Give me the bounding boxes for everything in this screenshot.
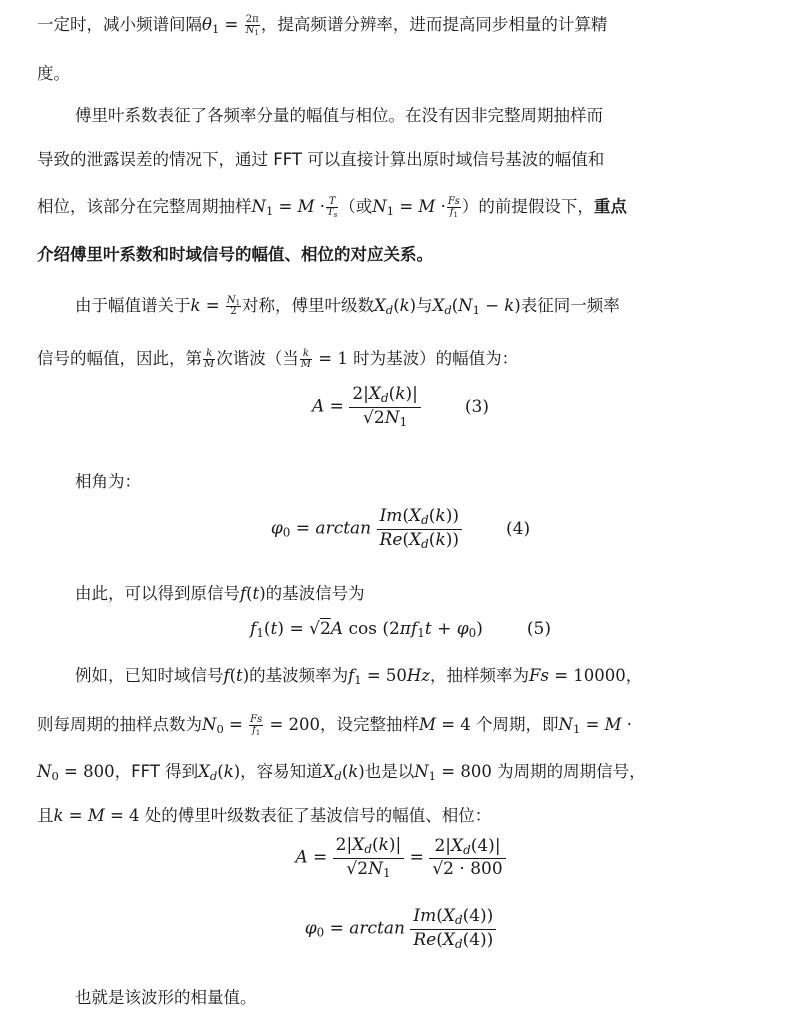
text-segment: （或 — [339, 197, 373, 216]
text-segment: 表征同一频率 — [520, 296, 620, 315]
text-segment: 处的傅里叶级数表征了基波信号的幅值、相位： — [139, 806, 492, 825]
text-line-7: 由于幅值谱关于k = $\frac{N_1}{2}$ 对称，傅里叶级数$X_d(k)$与$X_d(N_1 - k)$表征同一频率 — [75, 294, 620, 318]
text-line-5: 相位，该部分在完整周期抽样$N_1 = M$ · $\frac{T}{T_s}$ （或$N_1 = M$ · $\frac{Fs}{f_1}$ ）的前提假设下，重点 — [37, 195, 627, 219]
text-segment: ，抽样频率为 — [430, 666, 530, 685]
text-segment: 一定时，减小频谱间隔 — [37, 15, 202, 34]
text-segment: 则每周期的抽样点数为 — [37, 715, 202, 734]
text-segment: ， — [625, 666, 643, 685]
text-segment: 导致的泄露误差的情况下，通过 FFT 可以直接计算出原时域信号基波的幅值和 — [37, 150, 605, 169]
text-line-4 — [37, 148, 789, 172]
text-segment: ，FFT 得到 — [114, 762, 199, 781]
text-segment: 由于幅值谱关于 — [75, 296, 191, 315]
text-segment: 时为基波）的幅值为： — [347, 349, 519, 368]
text-segment: 相位，该部分在完整周期抽样 — [37, 197, 252, 216]
text-segment: 次谐波（当 — [216, 349, 299, 368]
equation-number: (4) — [506, 518, 531, 539]
text-segment: 由此，可以得到原信号 — [75, 584, 240, 603]
text-line-10: 由此，可以得到原信号f(t)的基波信号为 — [75, 584, 365, 603]
text-segment: 与 — [416, 296, 433, 315]
text-segment: 且 — [37, 806, 54, 825]
equation-5: $f_1(t) = √2A$ $\cos (2\pi f_1t + \varphi_0)$ (5) — [250, 619, 551, 640]
text-segment: 也就是该波形的相量值。 — [75, 988, 257, 1007]
text-segment: 信号的幅值，因此，第 — [37, 349, 202, 368]
text-segment: 也是以 — [364, 762, 415, 781]
text-line-15 — [75, 986, 789, 1010]
text-line-3 — [75, 104, 789, 128]
text-line-6 — [37, 243, 789, 267]
text-line-14: 且k = M = 4 处的傅里叶级数表征了基波信号的幅值、相位： — [37, 806, 492, 825]
text-line-12: 则每周期的抽样点数为$N_0$ = $\frac{Fs}{f_1}$ = 200，设完整抽样M = 4 个周期，即$N_1 = M$ · — [37, 713, 633, 737]
text-segment: 为周期的周期信号， — [491, 762, 646, 781]
text-segment: 例如，已知时域信号 — [75, 666, 224, 685]
equation-4: $\varphi_0 = \arctan$ $\frac{Im(X_d(k))}{Re(X_d(k))}$ (4) — [270, 506, 531, 551]
emphasis-text: 介绍傅里叶系数和时域信号的幅值、相位的对应关系。 — [37, 245, 433, 264]
text-segment: 个周期，即 — [470, 715, 559, 734]
equation-phase-example: $\varphi_0 = \arctan$ $\frac{Im(X_d(4))}{Re(X_d(4))}$ — [0, 907, 801, 951]
text-segment: 的基波信号为 — [265, 584, 365, 603]
text-line-13: $N_0 = 800$，FFT 得到$X_d(k)$，容易知道$X_d(k)$也是以$N_1 = 800$ 为周期的周期信号， — [37, 762, 646, 783]
text-segment: ）的前提假设下， — [461, 197, 594, 216]
text-line-1: 一定时，减小频谱间隔$\theta_1$ = $\frac{2\pi}{N_1}$ ，提高频谱分辨率，进而提高同步相量的计算精 — [37, 13, 608, 37]
equation-number: (5) — [526, 619, 551, 639]
equation-3: A = $\frac{2|X_d(k)|}{√2N_1}$ (3) — [311, 384, 490, 429]
text-segment: ，提高频谱分辨率，进而提高同步相量的计算精 — [260, 15, 608, 34]
text-segment: 的基波频率为 — [249, 666, 349, 685]
text-segment: 相角为： — [75, 472, 141, 491]
emphasis-text: 重点 — [593, 197, 627, 216]
text-line-11: 例如，已知时域信号f(t)的基波频率为$f_1 = 50Hz$，抽样频率为Fs = 10000， — [75, 666, 643, 687]
text-line-9 — [75, 470, 789, 494]
text-segment: 对称，傅里叶级数 — [242, 296, 375, 315]
text-segment: 傅里叶系数表征了各频率分量的幅值与相位。在没有因非完整周期抽样而 — [75, 106, 603, 125]
text-segment: ，容易知道 — [240, 762, 323, 781]
text-segment: 度。 — [37, 64, 70, 83]
text-segment: ，设完整抽样 — [320, 715, 420, 734]
text-line-8: 信号的幅值，因此，第 $\frac{k}{M}$ 次谐波（当 $\frac{k}{M}$ = 1 时为基波）的幅值为： — [37, 348, 519, 370]
equation-amplitude-example: A = $\frac{2|X_d(k)|}{√2N_1}$ = $\frac{2|X_d(4)|}{√2 \cdot 800}$ — [0, 836, 801, 880]
text-line-2 — [37, 62, 789, 86]
equation-number: (3) — [464, 396, 490, 417]
